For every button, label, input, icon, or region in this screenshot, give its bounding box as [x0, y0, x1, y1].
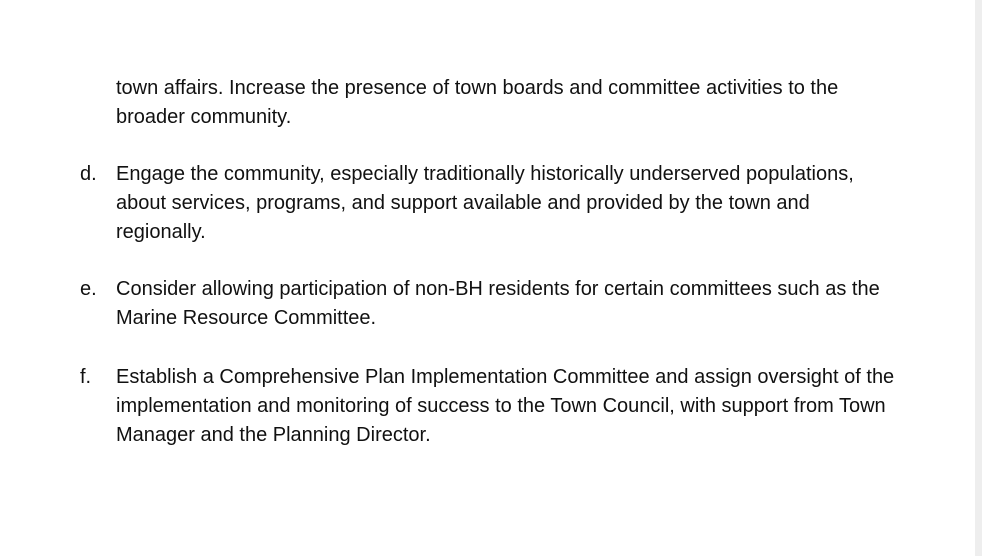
text-line: Manager and the Planning Director.: [116, 424, 431, 446]
list-marker-e: e.: [80, 278, 97, 300]
list-marker-f: f.: [80, 366, 92, 388]
continuation-paragraph: [116, 74, 961, 132]
text-line: broader community.: [116, 106, 292, 128]
page-edge-divider: [975, 0, 982, 556]
list-item-e: [116, 275, 961, 333]
text-line: Establish a Comprehensive Plan Implementation Committee and assign oversight of the: [116, 366, 895, 388]
list-item-f: [116, 363, 961, 450]
list-marker-d: d.: [80, 163, 97, 185]
text-line: implementation and monitoring of success to the Town Council, with support from Town: [116, 395, 886, 417]
text-line: about services, programs, and support available and provided by the town and: [116, 192, 810, 214]
text-line: regionally.: [116, 221, 206, 243]
list-item-d: [116, 160, 961, 247]
text-line: Engage the community, especially traditionally historically underserved populations,: [116, 163, 854, 185]
text-line: Marine Resource Committee.: [116, 307, 377, 329]
text-line: Consider allowing participation of non-BH residents for certain committees such as the: [116, 278, 880, 300]
text-line: town affairs. Increase the presence of town boards and committee activities to the: [116, 77, 839, 99]
